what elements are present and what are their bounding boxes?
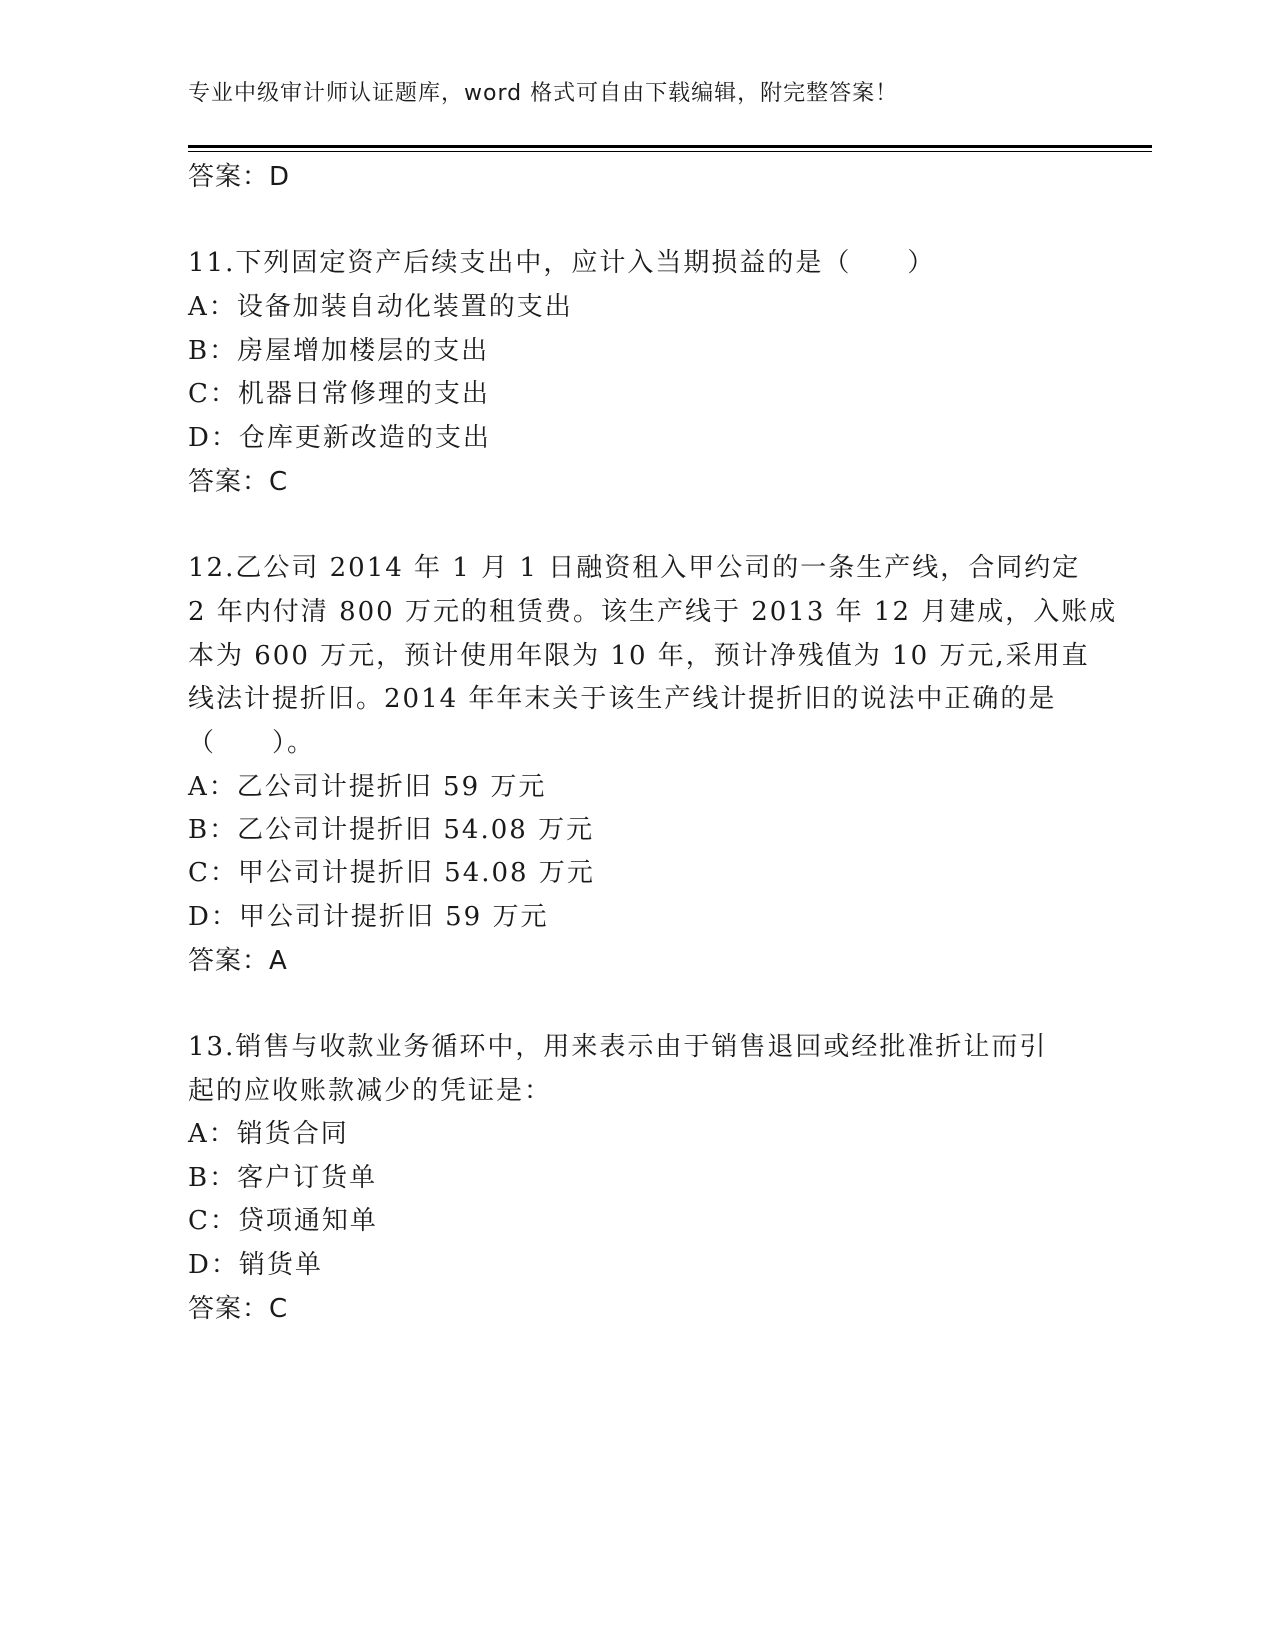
header-rule-thick xyxy=(188,145,1152,148)
option-c: C：贷项通知单 xyxy=(188,1206,378,1236)
option-b: B：客户订货单 xyxy=(188,1163,378,1193)
option-a: A：设备加装自动化装置的支出 xyxy=(188,292,573,322)
option-d: D：仓库更新改造的支出 xyxy=(188,423,491,453)
option-a: A：销货合同 xyxy=(188,1119,349,1149)
question-stem-line: 11.下列固定资产后续支出中，应计入当期损益的是（ ） xyxy=(188,248,936,278)
option-c: C：机器日常修理的支出 xyxy=(188,379,490,409)
option-d: D：甲公司计提折旧 59 万元 xyxy=(188,902,549,932)
option-d: D：销货单 xyxy=(188,1250,323,1280)
answer: 答案：A xyxy=(188,946,288,976)
question-stem-line: 本为 600 万元，预计使用年限为 10 年，预计净残值为 10 万元,采用直 xyxy=(188,641,1090,671)
question-stem-line: 起的应收账款减少的凭证是： xyxy=(188,1076,553,1106)
previous-answer: 答案：D xyxy=(188,162,291,192)
option-c: C：甲公司计提折旧 54.08 万元 xyxy=(188,858,595,888)
question-stem-line: 2 年内付清 800 万元的租赁费。该生产线于 2013 年 12 月建成，入账成 xyxy=(188,597,1118,627)
question-stem-line: 线法计提折旧。2014 年年末关于该生产线计提折旧的说法中正确的是 xyxy=(188,684,1057,714)
answer: 答案：C xyxy=(188,1294,289,1324)
option-b: B：乙公司计提折旧 54.08 万元 xyxy=(188,815,595,845)
option-a: A：乙公司计提折旧 59 万元 xyxy=(188,772,547,802)
page-header: 专业中级审计师认证题库，word 格式可自由下载编辑，附完整答案！ xyxy=(188,81,899,106)
header-rule-thin xyxy=(188,151,1152,152)
question-stem-line: （ ）。 xyxy=(188,728,316,758)
option-b: B：房屋增加楼层的支出 xyxy=(188,336,490,366)
question-stem-line: 12.乙公司 2014 年 1 月 1 日融资租入甲公司的一条生产线，合同约定 xyxy=(188,553,1081,583)
answer: 答案：C xyxy=(188,467,289,497)
question-stem-line: 13.销售与收款业务循环中，用来表示由于销售退回或经批准折让而引 xyxy=(188,1032,1048,1062)
